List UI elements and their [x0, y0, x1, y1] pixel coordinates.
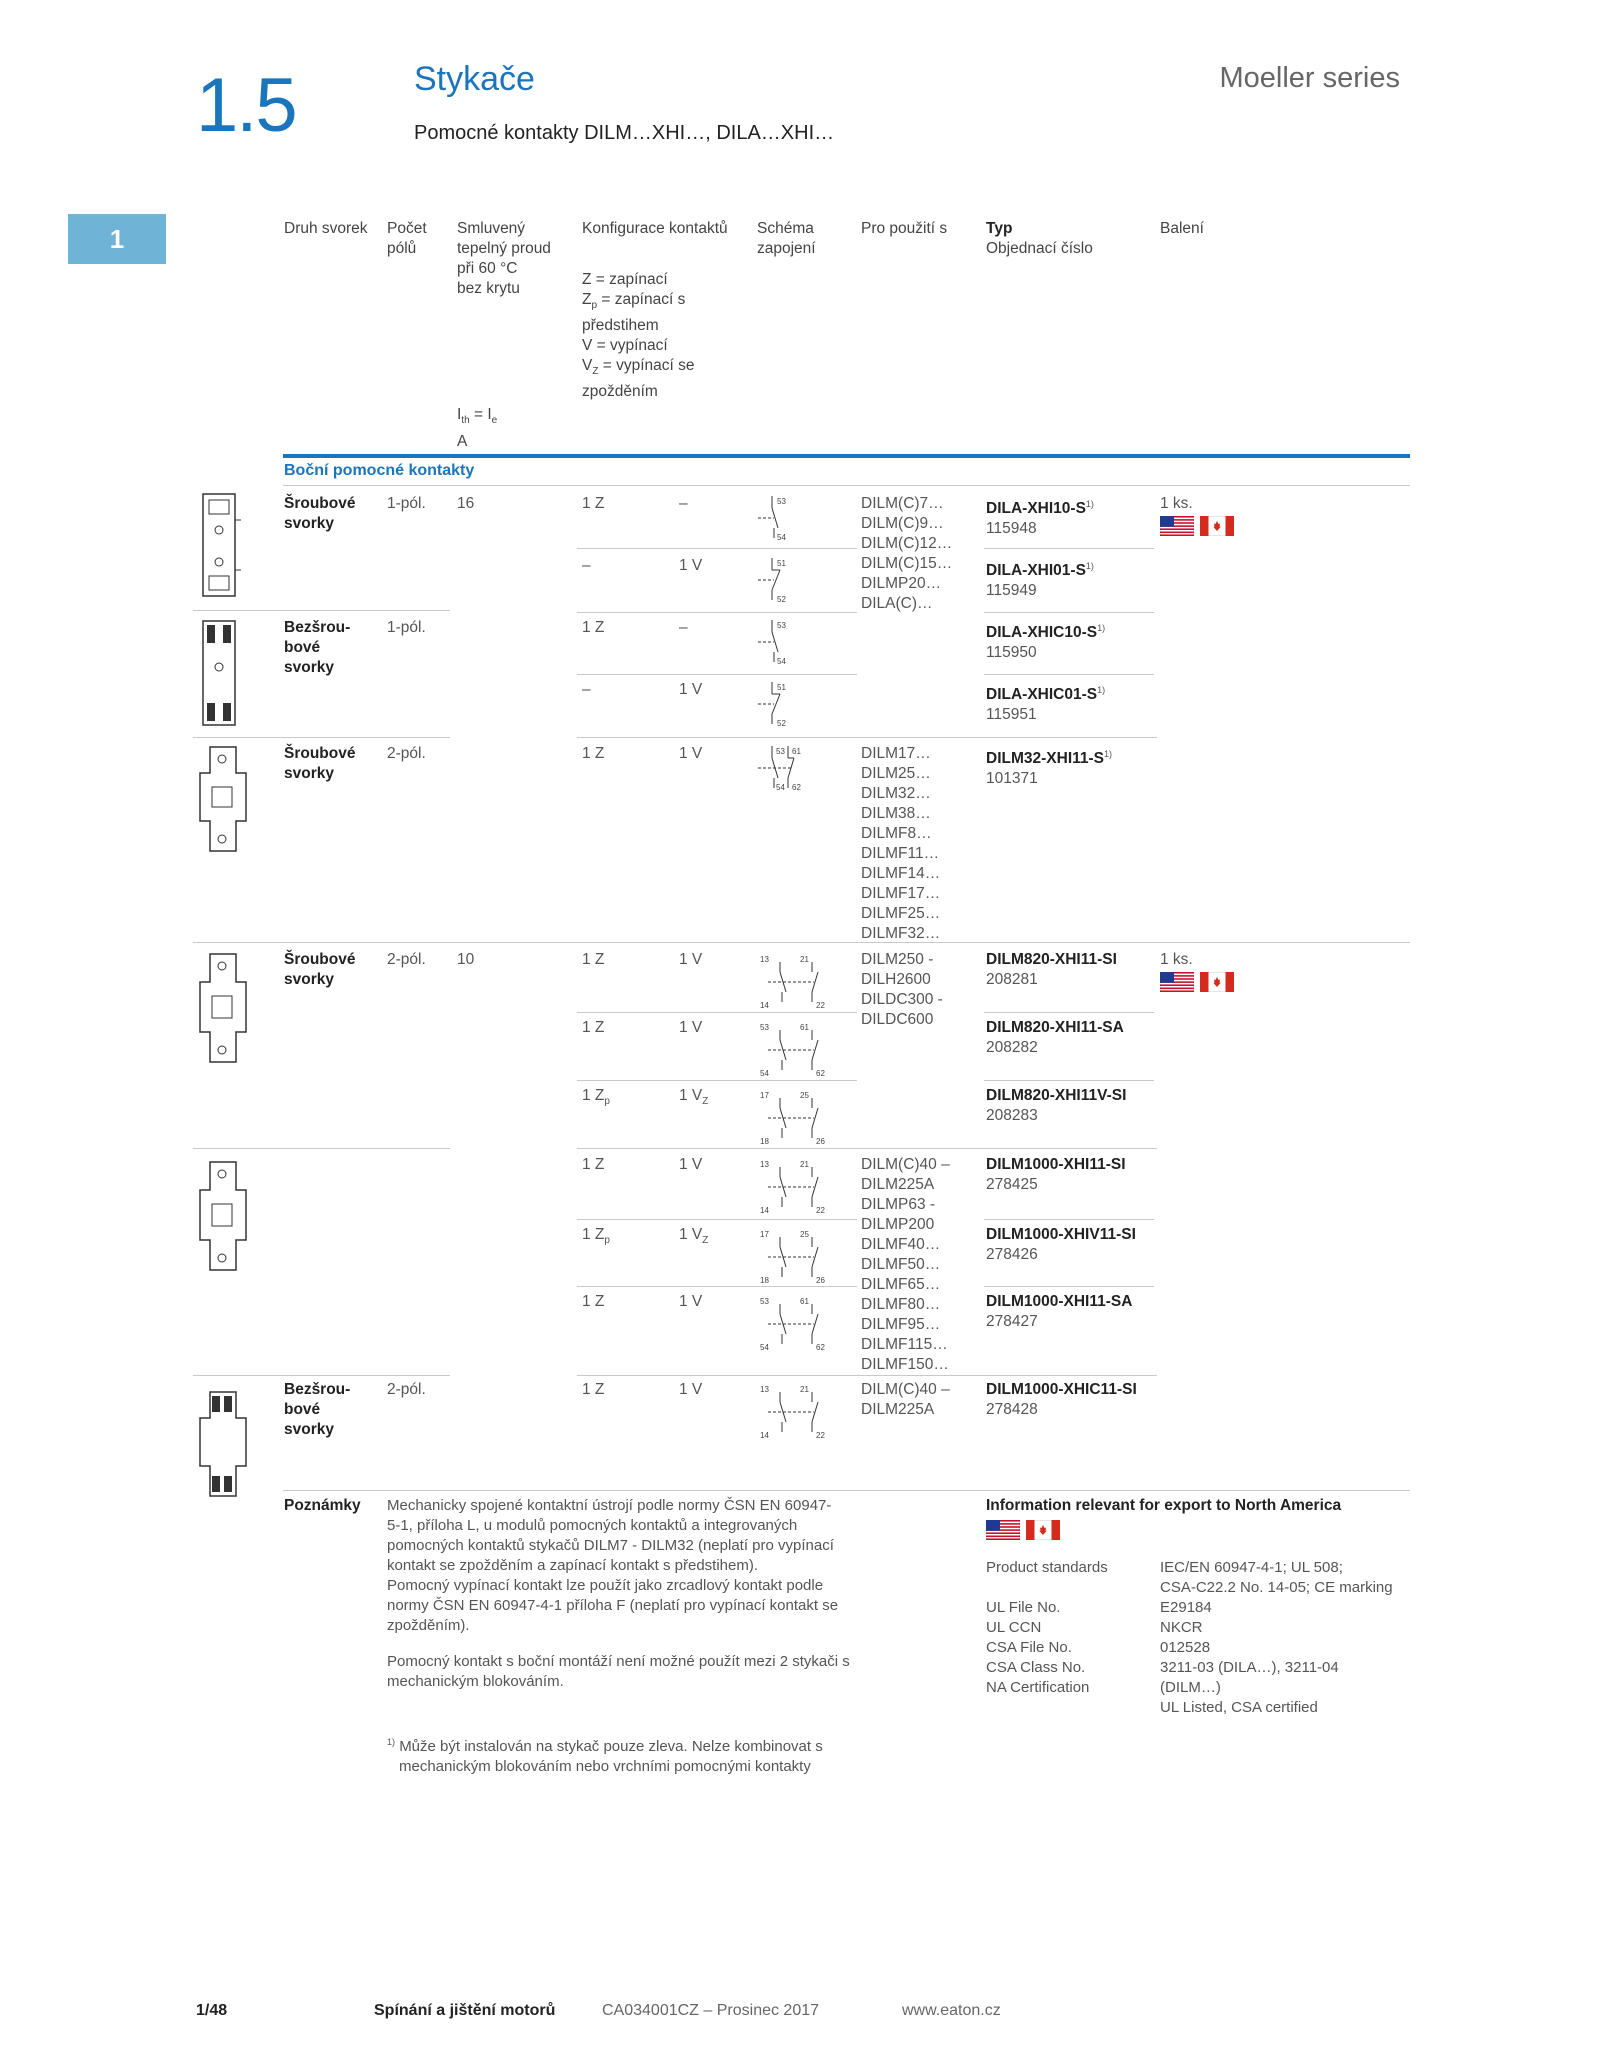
svg-text:25: 25 [800, 1091, 809, 1100]
divider [984, 1219, 1154, 1220]
svg-text:54: 54 [760, 1069, 769, 1078]
col-terminal: Druh svorek [284, 220, 368, 237]
row-8-z: 1 $Z_p$ [582, 1087, 610, 1108]
divider [984, 612, 1154, 613]
divider [577, 548, 857, 549]
divider [193, 1375, 450, 1376]
svg-text:51: 51 [777, 683, 786, 692]
divider [577, 674, 857, 675]
svg-text:62: 62 [792, 783, 801, 792]
svg-text:54: 54 [760, 1343, 769, 1352]
svg-text:52: 52 [777, 719, 786, 728]
col-diagram: Schéma zapojení [757, 220, 816, 257]
svg-text:62: 62 [816, 1069, 825, 1078]
row-5-type[interactable]: $DILM32-XHI11-S^{1)}$ 101371 [986, 749, 1113, 788]
group-3-terminal: Šroubové svorky [284, 745, 356, 782]
group-1-terminal: Šroubové svorky [284, 495, 356, 532]
group-5-use-with: DILM(C)40 – DILM225A [861, 1381, 950, 1418]
contact-diagram-icon [758, 952, 834, 1010]
series-label: Moeller series [1219, 62, 1400, 94]
svg-text:61: 61 [800, 1023, 809, 1032]
group-1-poles: 1-pól. [387, 495, 426, 512]
svg-text:22: 22 [816, 1206, 825, 1215]
contact-diagram-icon [758, 1020, 834, 1078]
row-6-z: 1 Z [582, 951, 605, 968]
group-3-use-with: DILM17… DILM25… DILM32… DILM38… DILMF8… DILMF11… DILMF14… DILMF17… DILMF25… DILMF32… [861, 745, 941, 942]
group-5-poles: 2-pól. [387, 1381, 426, 1398]
row-5-z: 1 Z [582, 745, 605, 762]
group-4-poles: 2-pól. [387, 951, 426, 968]
row-6-type[interactable]: DILM820-XHI11-SI 208281 [986, 951, 1117, 988]
col-current-formula: $I_{th} = I_e$ [457, 406, 498, 427]
divider [577, 612, 857, 613]
divider [577, 1286, 857, 1287]
svg-text:54: 54 [777, 657, 786, 666]
row-3-v: – [679, 619, 688, 636]
group-1-packing: 1 ks. [1160, 494, 1240, 536]
us-flag-icon [986, 1520, 1020, 1540]
contact-diagram-icon [752, 494, 802, 544]
group-4-use-with: DILM250 - DILH2600 DILDC300 - DILDC600 [861, 951, 943, 1028]
section-label: Boční pomocné kontakty [284, 462, 475, 479]
row-11-type[interactable]: DILM1000-XHI11-SA 278427 [986, 1293, 1133, 1330]
contact-diagram-icon [758, 1294, 834, 1352]
col-packing: Balení [1160, 220, 1204, 237]
contact-diagram-icon [752, 744, 814, 794]
export-flags [986, 1520, 1066, 1540]
auxiliary-contact-module-image [192, 1388, 252, 1500]
svg-text:53: 53 [760, 1297, 769, 1306]
auxiliary-contact-module-image [195, 490, 245, 600]
us-flag-icon [1160, 516, 1194, 536]
svg-text:26: 26 [816, 1137, 825, 1146]
notes-paragraph-1: Mechanicky spojené kontaktní ústrojí podle normy ČSN EN 60947- 5-1, příloha L, u modulů pomocných kontaktů a integrovaných pomocných kontaktů stykačů DILM7 - DILM32 (neplatí pro vypínací kontakt se zpožděním a zapínací kontakt s předstihem). Pomocný vypínací kontakt lze použít jako zrcadlový kontakt podle normy ČSN EN 60947-4-1 příloha F (neplatí pro vypínací kontakt se zpožděním). [387, 1497, 839, 1634]
col-use-with: Pro použití s [861, 220, 948, 237]
row-9-v: 1 V [679, 1156, 703, 1173]
divider [857, 737, 1157, 738]
auxiliary-contact-module-image [195, 617, 245, 729]
divider [984, 674, 1154, 675]
chapter-tab[interactable]: 1 [68, 214, 166, 264]
row-4-v: 1 V [679, 681, 703, 698]
row-10-z: 1 $Z_p$ [582, 1226, 610, 1247]
svg-text:51: 51 [777, 559, 786, 568]
row-3-type[interactable]: DILA-$XHIC10-S^{1)}$ 115950 [986, 623, 1106, 662]
divider [577, 1219, 857, 1220]
divider [193, 942, 1410, 943]
svg-text:54: 54 [776, 783, 785, 792]
divider [984, 1012, 1154, 1013]
svg-text:21: 21 [800, 1385, 809, 1394]
auxiliary-contact-module-image [192, 1158, 252, 1274]
section-title: Stykače [414, 60, 535, 98]
export-title: Information relevant for export to North America [986, 1497, 1342, 1514]
divider [283, 485, 1410, 486]
divider [193, 737, 450, 738]
export-keys: Product standards UL File No. UL CCN CSA File No. CSA Class No. NA Certification [986, 1559, 1108, 1696]
col-poles: Počet pólů [387, 220, 427, 257]
canada-flag-icon [1200, 516, 1234, 536]
row-7-type[interactable]: DILM820-XHI11-SA 208282 [986, 1019, 1124, 1056]
svg-text:25: 25 [800, 1230, 809, 1239]
divider [857, 1148, 1157, 1149]
contact-diagram-icon [758, 1227, 834, 1285]
group-5-terminal: Bezšrou- bové svorky [284, 1381, 351, 1438]
svg-text:62: 62 [816, 1343, 825, 1352]
svg-text:14: 14 [760, 1431, 769, 1440]
row-12-type[interactable]: DILM1000-XHIC11-SI 278428 [986, 1381, 1137, 1418]
svg-text:17: 17 [760, 1091, 769, 1100]
svg-text:61: 61 [800, 1297, 809, 1306]
divider [984, 1080, 1154, 1081]
row-6-v: 1 V [679, 951, 703, 968]
divider [984, 1286, 1154, 1287]
svg-text:26: 26 [816, 1276, 825, 1285]
svg-text:17: 17 [760, 1230, 769, 1239]
divider [577, 1080, 857, 1081]
footer-url[interactable]: www.eaton.cz [902, 2002, 1001, 2019]
row-11-z: 1 Z [582, 1293, 605, 1310]
svg-text:21: 21 [800, 955, 809, 964]
col-current-unit: A [457, 433, 468, 450]
footer-title: Spínání a jištění motorů [374, 2002, 556, 2019]
contact-diagram-icon [752, 680, 802, 730]
divider [193, 1148, 450, 1149]
divider [577, 1375, 857, 1376]
svg-text:13: 13 [760, 955, 769, 964]
page-number: 1/48 [196, 2002, 228, 2019]
divider [193, 610, 450, 611]
row-2-v: 1 V [679, 557, 703, 574]
svg-text:61: 61 [792, 747, 801, 756]
contact-diagram-icon [752, 556, 802, 606]
divider [857, 1375, 1157, 1376]
divider [984, 548, 1154, 549]
auxiliary-contact-module-image [192, 743, 252, 855]
divider [577, 737, 857, 738]
row-7-v: 1 V [679, 1019, 703, 1036]
col-type: Typ Objednací číslo [986, 220, 1093, 257]
divider [577, 1012, 857, 1013]
row-3-z: 1 Z [582, 619, 605, 636]
row-10-v: 1 $V_Z$ [679, 1226, 709, 1247]
group-2-terminal: Bezšrou- bové svorky [284, 619, 351, 676]
notes-label: Poznámky [284, 1497, 361, 1514]
svg-text:52: 52 [777, 595, 786, 604]
row-4-z: – [582, 681, 591, 698]
row-1-v: – [679, 495, 688, 512]
row-1-z: 1 Z [582, 495, 605, 512]
row-12-v: 1 V [679, 1381, 703, 1398]
footnote: $^{1)}$ Může být instalován na stykač pouze zleva. Nelze kombinovat s mechanickým blokováním nebo vrchními pomocnými kontakty [387, 1737, 823, 1775]
group-4-packing: 1 ks. [1160, 950, 1240, 992]
row-7-z: 1 Z [582, 1019, 605, 1036]
svg-text:53: 53 [760, 1023, 769, 1032]
row-4-type[interactable]: DILA-$XHIC01-S^{1)}$ 115951 [986, 685, 1106, 724]
auxiliary-contact-module-image [192, 950, 252, 1066]
row-8-type[interactable]: DILM820-XHI11V-SI 208283 [986, 1087, 1127, 1124]
row-2-type[interactable]: DILA-$XHI01-S^{1)}$ 115949 [986, 561, 1094, 600]
svg-text:53: 53 [776, 747, 785, 756]
row-12-z: 1 Z [582, 1381, 605, 1398]
group-1-use-with: DILM(C)7… DILM(C)9… DILM(C)12… DILM(C)15… DILMP20… DILA(C)… [861, 495, 953, 612]
svg-text:14: 14 [760, 1001, 769, 1010]
svg-text:53: 53 [777, 497, 786, 506]
row-10-type[interactable]: DILM1000-XHIV11-SI 278426 [986, 1226, 1136, 1263]
group-3-poles: 2-pól. [387, 745, 426, 762]
section-number: 1.5 [196, 63, 296, 148]
export-values: IEC/EN 60947-4-1; UL 508; CSA-C22.2 No. 14-05; CE marking E29184 NKCR 012528 3211-03 (DILA…), 3211-04 (DILM…) UL Listed, CSA certified [1160, 1559, 1393, 1716]
footer-code: CA034001CZ – Prosinec 2017 [602, 2002, 820, 2019]
section-subtitle: Pomocné kontakty DILM…XHI…, DILA…XHI… [414, 122, 835, 144]
svg-text:54: 54 [777, 533, 786, 542]
svg-text:13: 13 [760, 1385, 769, 1394]
group-1-current: 16 [457, 495, 475, 512]
contact-diagram-icon [758, 1088, 834, 1146]
us-flag-icon [1160, 972, 1194, 992]
contact-diagram-icon [758, 1157, 834, 1215]
svg-text:53: 53 [777, 621, 786, 630]
section-divider [283, 454, 1410, 458]
svg-text:21: 21 [800, 1160, 809, 1169]
contact-diagram-icon [758, 1382, 834, 1440]
row-8-v: 1 $V_Z$ [679, 1087, 709, 1108]
divider [283, 1490, 1410, 1491]
svg-text:18: 18 [760, 1137, 769, 1146]
row-2-z: – [582, 557, 591, 574]
row-9-type[interactable]: DILM1000-XHI11-SI 278425 [986, 1156, 1126, 1193]
group-4-current: 10 [457, 951, 475, 968]
contact-diagram-icon [752, 618, 802, 668]
notes-paragraph-2: Pomocný kontakt s boční montáží není možné použít mezi 2 stykači s mechanickým blokováním. [387, 1653, 850, 1690]
svg-text:18: 18 [760, 1276, 769, 1285]
canada-flag-icon [1026, 1520, 1060, 1540]
group-4-use-with-2: DILM(C)40 – DILM225A DILMP63 - DILMP200 DILMF40… DILMF50… DILMF65… DILMF80… DILMF95… DILMF115… DILMF150… [861, 1156, 950, 1373]
svg-text:13: 13 [760, 1160, 769, 1169]
col-config: Konfigurace kontaktů [582, 220, 728, 237]
row-5-v: 1 V [679, 745, 703, 762]
divider [577, 1148, 857, 1149]
row-11-v: 1 V [679, 1293, 703, 1310]
group-4-terminal: Šroubové svorky [284, 951, 356, 988]
config-legend: Z = zapínací $Z_p$ = zapínací s předstihem V = vypínací $V_Z$ = vypínací se zpožděním [582, 271, 695, 401]
row-1-type[interactable]: DILA-$XHI10-S^{1)}$ 115948 [986, 499, 1094, 538]
row-9-z: 1 Z [582, 1156, 605, 1173]
group-2-poles: 1-pól. [387, 619, 426, 636]
svg-text:14: 14 [760, 1206, 769, 1215]
svg-text:22: 22 [816, 1001, 825, 1010]
col-current: Smluvený tepelný proud při 60 °C bez krytu [457, 220, 551, 297]
svg-text:22: 22 [816, 1431, 825, 1440]
canada-flag-icon [1200, 972, 1234, 992]
